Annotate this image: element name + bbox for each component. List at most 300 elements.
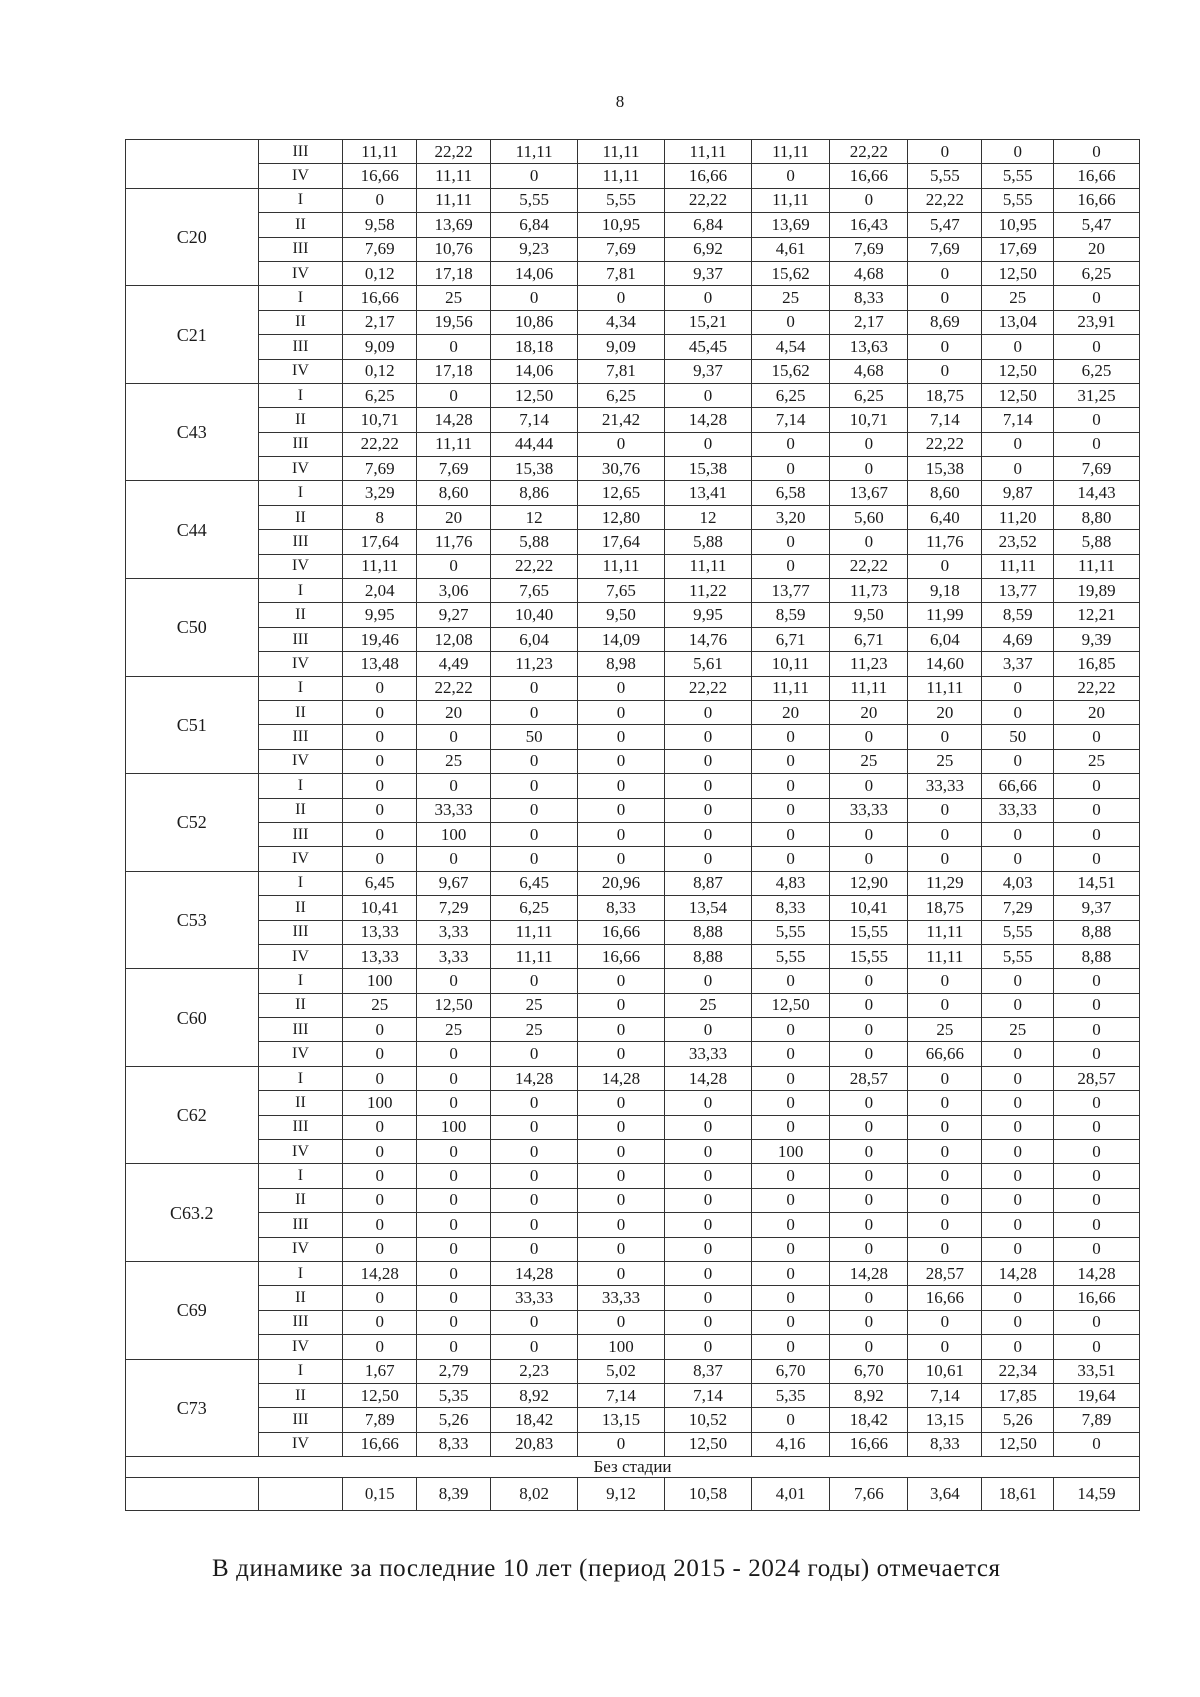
- value-cell: 0: [1054, 1091, 1140, 1115]
- value-cell: 8,88: [1054, 944, 1140, 968]
- value-cell: 0: [417, 1164, 491, 1188]
- value-cell: 6,04: [491, 627, 578, 651]
- value-cell: 28,57: [1054, 1066, 1140, 1090]
- value-cell: 0: [665, 774, 752, 798]
- stage-cell: II: [258, 1383, 343, 1407]
- value-cell: 6,04: [908, 627, 982, 651]
- value-cell: 0,12: [343, 359, 417, 383]
- value-cell: 11,99: [908, 603, 982, 627]
- value-cell: 22,22: [1054, 676, 1140, 700]
- value-cell: 16,43: [830, 213, 908, 237]
- value-cell: 7,29: [982, 896, 1054, 920]
- value-cell: 9,87: [982, 481, 1054, 505]
- table-row: [126, 969, 1140, 993]
- value-cell: 14,28: [665, 1066, 752, 1090]
- value-cell: 0: [982, 1042, 1054, 1066]
- value-cell: 7,66: [830, 1478, 908, 1511]
- value-cell: 11,11: [982, 554, 1054, 578]
- value-cell: 12,08: [417, 627, 491, 651]
- value-cell: 5,55: [982, 944, 1054, 968]
- stage-cell: I: [258, 1359, 343, 1383]
- table-row: [126, 676, 1140, 700]
- value-cell: 8,86: [491, 481, 578, 505]
- value-cell: 11,23: [491, 652, 578, 676]
- value-cell: 11,11: [343, 554, 417, 578]
- value-cell: 9,67: [417, 871, 491, 895]
- value-cell: 8,80: [1054, 505, 1140, 529]
- table-row: [126, 359, 1140, 383]
- value-cell: 6,25: [1054, 359, 1140, 383]
- value-cell: 12,50: [982, 261, 1054, 285]
- table-row: [126, 554, 1140, 578]
- value-cell: 13,63: [830, 335, 908, 359]
- value-cell: 6,70: [830, 1359, 908, 1383]
- value-cell: 0: [578, 774, 665, 798]
- value-cell: 0: [665, 700, 752, 724]
- value-cell: 12: [491, 505, 578, 529]
- value-cell: 0: [417, 1188, 491, 1212]
- value-cell: 14,60: [908, 652, 982, 676]
- value-cell: 0: [491, 1042, 578, 1066]
- stage-cell: III: [258, 1213, 343, 1237]
- value-cell: 8,33: [751, 896, 829, 920]
- value-cell: 12,80: [578, 505, 665, 529]
- value-cell: 33,33: [417, 798, 491, 822]
- value-cell: 100: [343, 969, 417, 993]
- value-cell: 17,69: [982, 237, 1054, 261]
- value-cell: 0: [830, 432, 908, 456]
- value-cell: 0: [1054, 1188, 1140, 1212]
- value-cell: 0: [982, 969, 1054, 993]
- value-cell: 0: [665, 1115, 752, 1139]
- value-cell: 0: [751, 1310, 829, 1334]
- value-cell: 0: [908, 335, 982, 359]
- value-cell: 0: [491, 1140, 578, 1164]
- value-cell: 5,55: [908, 164, 982, 188]
- value-cell: 7,69: [343, 237, 417, 261]
- value-cell: 0: [982, 700, 1054, 724]
- stage-cell: IV: [258, 1140, 343, 1164]
- group-code-cell: C60: [126, 969, 259, 1067]
- stage-cell: II: [258, 993, 343, 1017]
- value-cell: 0: [751, 847, 829, 871]
- value-cell: 0: [908, 822, 982, 846]
- table-row: [126, 871, 1140, 895]
- table-row: [126, 579, 1140, 603]
- value-cell: 5,88: [491, 530, 578, 554]
- table-row: [126, 725, 1140, 749]
- cancer-stage-table: [125, 139, 1140, 1511]
- value-cell: 12,21: [1054, 603, 1140, 627]
- table-row: [126, 1383, 1140, 1407]
- value-cell: 30,76: [578, 457, 665, 481]
- stage-cell: I: [258, 1164, 343, 1188]
- value-cell: 13,48: [343, 652, 417, 676]
- table-row: [126, 1164, 1140, 1188]
- stage-cell: I: [258, 188, 343, 212]
- value-cell: 0: [343, 749, 417, 773]
- value-cell: 0: [578, 1310, 665, 1334]
- value-cell: 0: [665, 383, 752, 407]
- value-cell: 0: [1054, 725, 1140, 749]
- stage-cell: II: [258, 896, 343, 920]
- value-cell: 4,61: [751, 237, 829, 261]
- value-cell: 2,23: [491, 1359, 578, 1383]
- value-cell: 11,11: [830, 676, 908, 700]
- table-row: [126, 1091, 1140, 1115]
- value-cell: 0: [982, 1310, 1054, 1334]
- stage-cell: IV: [258, 457, 343, 481]
- value-cell: 16,66: [830, 164, 908, 188]
- value-cell: 7,89: [1054, 1408, 1140, 1432]
- value-cell: 22,22: [343, 432, 417, 456]
- value-cell: 14,28: [665, 408, 752, 432]
- value-cell: 0: [1054, 1140, 1140, 1164]
- value-cell: 0: [417, 1237, 491, 1261]
- stage-cell: II: [258, 1188, 343, 1212]
- value-cell: 10,52: [665, 1408, 752, 1432]
- value-cell: 16,85: [1054, 652, 1140, 676]
- value-cell: 0: [908, 261, 982, 285]
- value-cell: 45,45: [665, 335, 752, 359]
- value-cell: 0: [982, 749, 1054, 773]
- value-cell: 0: [665, 1164, 752, 1188]
- value-cell: 0: [578, 1164, 665, 1188]
- value-cell: 0: [1054, 286, 1140, 310]
- value-cell: 14,59: [1054, 1478, 1140, 1511]
- table-row: [126, 530, 1140, 554]
- value-cell: 9,50: [830, 603, 908, 627]
- value-cell: 0: [665, 725, 752, 749]
- stage-cell: IV: [258, 554, 343, 578]
- value-cell: 0: [982, 432, 1054, 456]
- value-cell: 0: [665, 1237, 752, 1261]
- table-row: [126, 481, 1140, 505]
- value-cell: 0: [417, 847, 491, 871]
- value-cell: 0: [665, 969, 752, 993]
- value-cell: 18,18: [491, 335, 578, 359]
- value-cell: 33,33: [830, 798, 908, 822]
- table-row: [126, 1432, 1140, 1456]
- value-cell: 25: [908, 1018, 982, 1042]
- value-cell: 6,40: [908, 505, 982, 529]
- stage-cell: I: [258, 1066, 343, 1090]
- value-cell: 10,40: [491, 603, 578, 627]
- value-cell: 0: [908, 1310, 982, 1334]
- value-cell: 16,66: [343, 286, 417, 310]
- value-cell: 2,17: [343, 310, 417, 334]
- value-cell: 4,49: [417, 652, 491, 676]
- value-cell: 50: [491, 725, 578, 749]
- value-cell: 11,11: [908, 920, 982, 944]
- value-cell: 0: [908, 847, 982, 871]
- value-cell: 0: [343, 1115, 417, 1139]
- value-cell: 0: [417, 1286, 491, 1310]
- value-cell: 66,66: [982, 774, 1054, 798]
- value-cell: 11,29: [908, 871, 982, 895]
- value-cell: 8,02: [491, 1478, 578, 1511]
- empty-cell: [258, 1478, 343, 1511]
- value-cell: 9,09: [343, 335, 417, 359]
- value-cell: 8,59: [982, 603, 1054, 627]
- value-cell: 7,14: [491, 408, 578, 432]
- value-cell: 18,75: [908, 383, 982, 407]
- table-row: [126, 1310, 1140, 1334]
- value-cell: 11,11: [417, 188, 491, 212]
- value-cell: 5,26: [982, 1408, 1054, 1432]
- value-cell: 17,18: [417, 261, 491, 285]
- value-cell: 0: [908, 1140, 982, 1164]
- stage-cell: III: [258, 530, 343, 554]
- value-cell: 0: [830, 993, 908, 1017]
- value-cell: 10,61: [908, 1359, 982, 1383]
- value-cell: 6,25: [343, 383, 417, 407]
- group-code-cell: C52: [126, 774, 259, 872]
- value-cell: 0: [908, 1335, 982, 1359]
- value-cell: 15,38: [665, 457, 752, 481]
- value-cell: 10,41: [343, 896, 417, 920]
- value-cell: 0: [908, 1213, 982, 1237]
- value-cell: 0: [665, 1261, 752, 1285]
- group-code-cell: [126, 140, 259, 189]
- value-cell: 0: [1054, 1335, 1140, 1359]
- value-cell: 8,60: [908, 481, 982, 505]
- value-cell: 0: [982, 1335, 1054, 1359]
- value-cell: 7,14: [665, 1383, 752, 1407]
- table-row: [126, 1188, 1140, 1212]
- value-cell: 13,69: [417, 213, 491, 237]
- stage-cell: IV: [258, 1042, 343, 1066]
- stage-cell: II: [258, 310, 343, 334]
- value-cell: 18,42: [830, 1408, 908, 1432]
- value-cell: 15,21: [665, 310, 752, 334]
- group-code-cell: C53: [126, 871, 259, 969]
- value-cell: 0: [343, 725, 417, 749]
- value-cell: 6,25: [1054, 261, 1140, 285]
- stage-cell: IV: [258, 1432, 343, 1456]
- value-cell: 0: [908, 554, 982, 578]
- value-cell: 0: [491, 164, 578, 188]
- value-cell: 13,41: [665, 481, 752, 505]
- stage-cell: III: [258, 140, 343, 164]
- value-cell: 0: [491, 1310, 578, 1334]
- value-cell: 7,65: [491, 579, 578, 603]
- value-cell: 0: [578, 1140, 665, 1164]
- stage-cell: III: [258, 1310, 343, 1334]
- value-cell: 5,55: [982, 188, 1054, 212]
- value-cell: 0,15: [343, 1478, 417, 1511]
- value-cell: 0: [578, 286, 665, 310]
- value-cell: 5,55: [751, 944, 829, 968]
- value-cell: 5,60: [830, 505, 908, 529]
- value-cell: 12,50: [982, 383, 1054, 407]
- value-cell: 50: [982, 725, 1054, 749]
- value-cell: 16,66: [343, 164, 417, 188]
- value-cell: 0: [343, 798, 417, 822]
- value-cell: 10,76: [417, 237, 491, 261]
- table-row: [126, 1115, 1140, 1139]
- value-cell: 0: [751, 1164, 829, 1188]
- value-cell: 6,58: [751, 481, 829, 505]
- value-cell: 0: [751, 798, 829, 822]
- value-cell: 13,77: [751, 579, 829, 603]
- value-cell: 17,18: [417, 359, 491, 383]
- table-row: [126, 261, 1140, 285]
- value-cell: 0: [665, 822, 752, 846]
- value-cell: 9,37: [1054, 896, 1140, 920]
- value-cell: 8,33: [830, 286, 908, 310]
- table-row: [126, 944, 1140, 968]
- stage-cell: II: [258, 1286, 343, 1310]
- value-cell: 5,35: [751, 1383, 829, 1407]
- value-cell: 0: [491, 1188, 578, 1212]
- value-cell: 20: [1054, 237, 1140, 261]
- group-code-cell: C51: [126, 676, 259, 774]
- table-row: [126, 1066, 1140, 1090]
- value-cell: 25: [830, 749, 908, 773]
- stage-cell: I: [258, 481, 343, 505]
- value-cell: 10,71: [343, 408, 417, 432]
- value-cell: 21,42: [578, 408, 665, 432]
- stage-cell: I: [258, 383, 343, 407]
- value-cell: 0: [751, 1237, 829, 1261]
- table-row: [126, 1213, 1140, 1237]
- value-cell: 25: [491, 1018, 578, 1042]
- stage-cell: III: [258, 725, 343, 749]
- value-cell: 0: [751, 1408, 829, 1432]
- stage-cell: I: [258, 1261, 343, 1285]
- value-cell: 0: [578, 1432, 665, 1456]
- value-cell: 6,84: [491, 213, 578, 237]
- value-cell: 15,62: [751, 359, 829, 383]
- value-cell: 0: [982, 335, 1054, 359]
- value-cell: 0: [491, 847, 578, 871]
- value-cell: 11,76: [417, 530, 491, 554]
- value-cell: 0: [343, 822, 417, 846]
- table-row: [126, 237, 1140, 261]
- value-cell: 13,77: [982, 579, 1054, 603]
- value-cell: 0: [908, 1091, 982, 1115]
- value-cell: 25: [417, 749, 491, 773]
- value-cell: 10,58: [665, 1478, 752, 1511]
- value-cell: 0: [417, 1066, 491, 1090]
- value-cell: 12,50: [751, 993, 829, 1017]
- value-cell: 9,09: [578, 335, 665, 359]
- value-cell: 0: [343, 1213, 417, 1237]
- value-cell: 5,35: [417, 1383, 491, 1407]
- value-cell: 11,11: [751, 188, 829, 212]
- value-cell: 9,27: [417, 603, 491, 627]
- value-cell: 0: [751, 1018, 829, 1042]
- value-cell: 0: [417, 1213, 491, 1237]
- value-cell: 0: [578, 1018, 665, 1042]
- value-cell: 0: [982, 1188, 1054, 1212]
- value-cell: 4,69: [982, 627, 1054, 651]
- table-row: [126, 408, 1140, 432]
- value-cell: 0: [343, 1237, 417, 1261]
- value-cell: 5,88: [1054, 530, 1140, 554]
- table-row: [126, 1286, 1140, 1310]
- value-cell: 0: [1054, 969, 1140, 993]
- value-cell: 8,69: [908, 310, 982, 334]
- value-cell: 100: [578, 1335, 665, 1359]
- value-cell: 5,55: [751, 920, 829, 944]
- value-cell: 22,22: [908, 432, 982, 456]
- value-cell: 0: [343, 1188, 417, 1212]
- stage-cell: IV: [258, 944, 343, 968]
- value-cell: 25: [908, 749, 982, 773]
- value-cell: 0: [491, 1213, 578, 1237]
- group-code-cell: C21: [126, 286, 259, 384]
- value-cell: 1,67: [343, 1359, 417, 1383]
- value-cell: 8,88: [665, 920, 752, 944]
- no-stage-label: Без стадии: [126, 1457, 1140, 1478]
- value-cell: 0: [1054, 798, 1140, 822]
- value-cell: 0: [1054, 993, 1140, 1017]
- value-cell: 4,68: [830, 359, 908, 383]
- group-code-cell: C63.2: [126, 1164, 259, 1262]
- value-cell: 0: [578, 1261, 665, 1285]
- value-cell: 0: [908, 725, 982, 749]
- value-cell: 0: [665, 749, 752, 773]
- value-cell: 0: [665, 798, 752, 822]
- value-cell: 7,14: [908, 408, 982, 432]
- table-row: [126, 896, 1140, 920]
- value-cell: 9,37: [665, 261, 752, 285]
- table-row: [126, 1335, 1140, 1359]
- value-cell: 0: [343, 1018, 417, 1042]
- value-cell: 6,25: [491, 896, 578, 920]
- value-cell: 8,59: [751, 603, 829, 627]
- value-cell: 0: [830, 1237, 908, 1261]
- value-cell: 2,04: [343, 579, 417, 603]
- value-cell: 0: [751, 1335, 829, 1359]
- value-cell: 0: [1054, 847, 1140, 871]
- value-cell: 0: [830, 1042, 908, 1066]
- value-cell: 7,89: [343, 1408, 417, 1432]
- value-cell: 14,28: [491, 1066, 578, 1090]
- value-cell: 0: [343, 1066, 417, 1090]
- value-cell: 12,50: [417, 993, 491, 1017]
- value-cell: 5,55: [491, 188, 578, 212]
- value-cell: 10,11: [751, 652, 829, 676]
- value-cell: 0: [1054, 822, 1140, 846]
- value-cell: 0: [491, 969, 578, 993]
- value-cell: 0: [491, 749, 578, 773]
- value-cell: 4,34: [578, 310, 665, 334]
- value-cell: 0: [982, 1286, 1054, 1310]
- value-cell: 0: [830, 1164, 908, 1188]
- value-cell: 11,11: [751, 676, 829, 700]
- value-cell: 16,66: [578, 920, 665, 944]
- stage-cell: I: [258, 774, 343, 798]
- value-cell: 11,20: [982, 505, 1054, 529]
- value-cell: 0: [751, 554, 829, 578]
- value-cell: 0: [830, 1091, 908, 1115]
- value-cell: 9,58: [343, 213, 417, 237]
- table-row: [126, 432, 1140, 456]
- value-cell: 7,29: [417, 896, 491, 920]
- value-cell: 5,61: [665, 652, 752, 676]
- value-cell: 23,52: [982, 530, 1054, 554]
- no-stage-values-row: [126, 1478, 1140, 1511]
- value-cell: 33,51: [1054, 1359, 1140, 1383]
- value-cell: 0: [665, 1091, 752, 1115]
- value-cell: 0: [578, 725, 665, 749]
- stage-cell: IV: [258, 359, 343, 383]
- value-cell: 0: [908, 140, 982, 164]
- value-cell: 0: [751, 310, 829, 334]
